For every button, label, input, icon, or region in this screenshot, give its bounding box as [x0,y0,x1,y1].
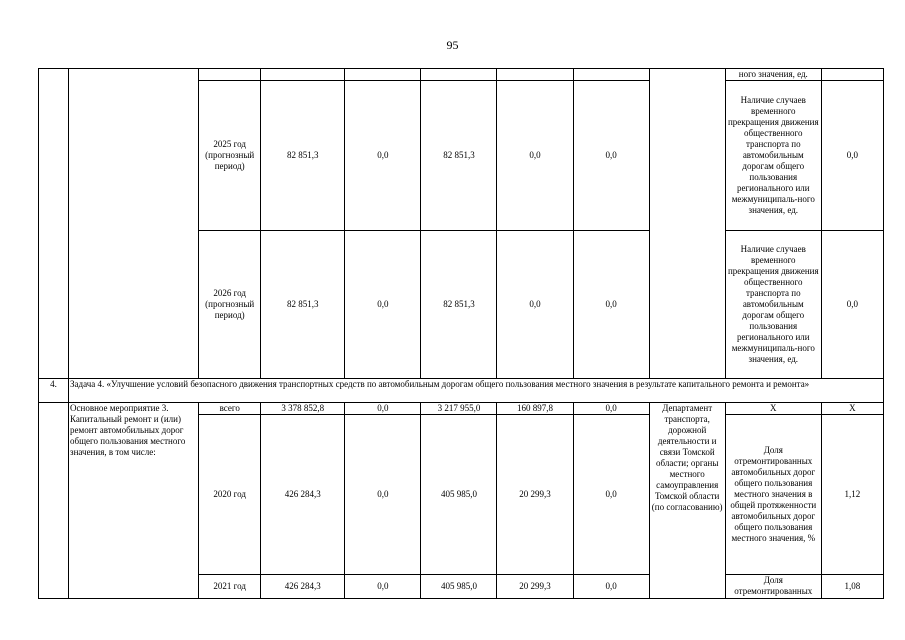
value-cell [497,69,573,81]
value-cell: 3 217 955,0 [421,403,497,415]
task-title: Задача 4. «Улучшение условий безопасного движения транспортных средств по автомобильным дорогам общего пользования местного значения в результате капитального ремонта и ремонта» [69,379,884,403]
period-cell: всего [199,403,261,415]
value-cell: 0,0 [573,415,649,575]
value-cell: 0,0 [345,575,421,599]
indicator-cell: Наличие случаев временного прекращения движения общественного транспорта по автомобильным дорогам общего пользования регионального или межмуниципаль-ного значения, ед. [725,231,821,379]
executor-cell: Департамент транспорта, дорожной деятельности и связи Томской области; органы местного самоуправления Томской области (по согласованию) [649,403,725,599]
value-cell: 0,0 [573,575,649,599]
value-cell: 0,0 [345,81,421,231]
period-cell [199,69,261,81]
value-cell: 0,0 [497,231,573,379]
target-cell: 0,0 [821,81,883,231]
executor-cell [649,69,725,379]
period-cell: 2026 год (прогнозный период) [199,231,261,379]
period-cell: 2020 год [199,415,261,575]
value-cell: 20 299,3 [497,415,573,575]
program-table [38,68,884,599]
value-cell: 160 897,8 [497,403,573,415]
value-cell: 0,0 [345,403,421,415]
value-cell: 3 378 852,8 [261,403,345,415]
value-cell: 405 985,0 [421,575,497,599]
target-cell: Х [821,403,883,415]
table-row [39,69,884,81]
period-cell: 2025 год (прогнозный период) [199,81,261,231]
indicator-cell: ного значения, ед. [725,69,821,81]
indicator-cell: Х [725,403,821,415]
period-cell: 2021 год [199,575,261,599]
measure-name-cell [69,69,199,379]
task-row [39,379,884,403]
value-cell: 20 299,3 [497,575,573,599]
value-cell: 426 284,3 [261,575,345,599]
target-cell [821,69,883,81]
value-cell: 0,0 [345,231,421,379]
row-number-cell [39,403,69,599]
value-cell [573,69,649,81]
value-cell [261,69,345,81]
value-cell [421,69,497,81]
indicator-cell: Доля отремонтированных автомобильных дорог общего пользования местного значения в общей протяженности автомобильных дорог общего пользования местного значения, % [725,415,821,575]
page-number: 95 [446,38,459,52]
value-cell: 82 851,3 [261,231,345,379]
value-cell: 0,0 [573,81,649,231]
value-cell: 0,0 [345,415,421,575]
target-cell: 1,08 [821,575,883,599]
value-cell: 0,0 [573,403,649,415]
measure-name-cell: Основное мероприятие 3. Капитальный ремонт и (или) ремонт автомобильных дорог общего пользования местного значения, в том числе: [69,403,199,599]
value-cell: 82 851,3 [421,81,497,231]
value-cell: 0,0 [573,231,649,379]
table-row [39,403,884,415]
value-cell [345,69,421,81]
indicator-cell: Доля отремонтированных [725,575,821,599]
value-cell: 426 284,3 [261,415,345,575]
value-cell: 405 985,0 [421,415,497,575]
value-cell: 82 851,3 [421,231,497,379]
row-number-cell [39,69,69,379]
value-cell: 82 851,3 [261,81,345,231]
task-number: 4. [39,379,69,403]
target-cell: 1,12 [821,415,883,575]
target-cell: 0,0 [821,231,883,379]
indicator-cell: Наличие случаев временного прекращения движения общественного транспорта по автомобильным дорогам общего пользования регионального или межмуниципаль-ного значения, ед. [725,81,821,231]
value-cell: 0,0 [497,81,573,231]
